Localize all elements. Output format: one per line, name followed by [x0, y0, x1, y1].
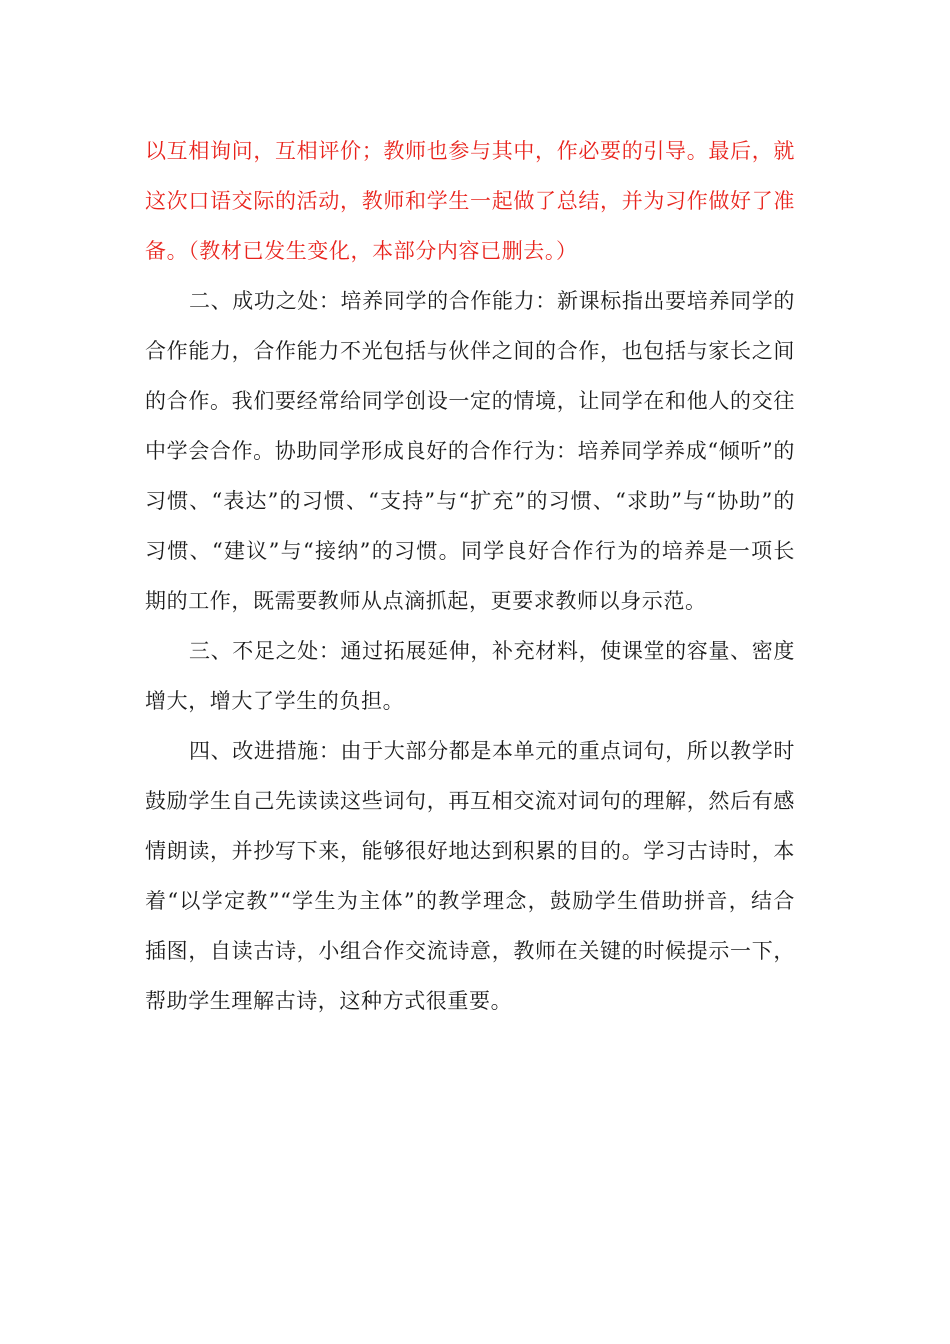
document-page: [145, 126, 795, 1026]
paragraph-section-3-shortcoming: 三、不足之处：通过拓展延伸，补充材料，使课堂的容量、密度增大，增大了学生的负担。: [145, 639, 795, 713]
paragraph-section-2-success: 二、成功之处：培养同学的合作能力：新课标指出要培养同学的合作能力，合作能力不光包括与伙伴之间的合作，也包括与家长之间的合作。我们要经常给同学创设一定的情境，让同学在和他人的交往中学会合作。协助同学形成良好的合作行为：培养同学养成“倾听”的习惯、“表达”的习惯、“支持”与“扩充”的习惯、“求助”与“协助”的习惯、“建议”与“接纳”的习惯。同学良好合作行为的培养是一项长期的工作，既需要教师从点滴抓起，更要求教师以身示范。: [145, 289, 795, 613]
paragraph-intro-continuation: 以互相询问，互相评价；教师也参与其中，作必要的引导。最后，就这次口语交际的活动，教师和学生一起做了总结，并为习作做好了准备。（教材已发生变化，本部分内容已删去。）: [145, 139, 795, 263]
paragraph-section-4-improvement: 四、改进措施：由于大部分都是本单元的重点词句，所以教学时鼓励学生自己先读读这些词句，再互相交流对词句的理解，然后有感情朗读，并抄写下来，能够很好地达到积累的目的。学习古诗时，本着“以学定教”“学生为主体”的教学理念，鼓励学生借助拼音，结合插图，自读古诗，小组合作交流诗意，教师在关键的时候提示一下，帮助学生理解古诗，这种方式很重要。: [145, 739, 795, 1013]
